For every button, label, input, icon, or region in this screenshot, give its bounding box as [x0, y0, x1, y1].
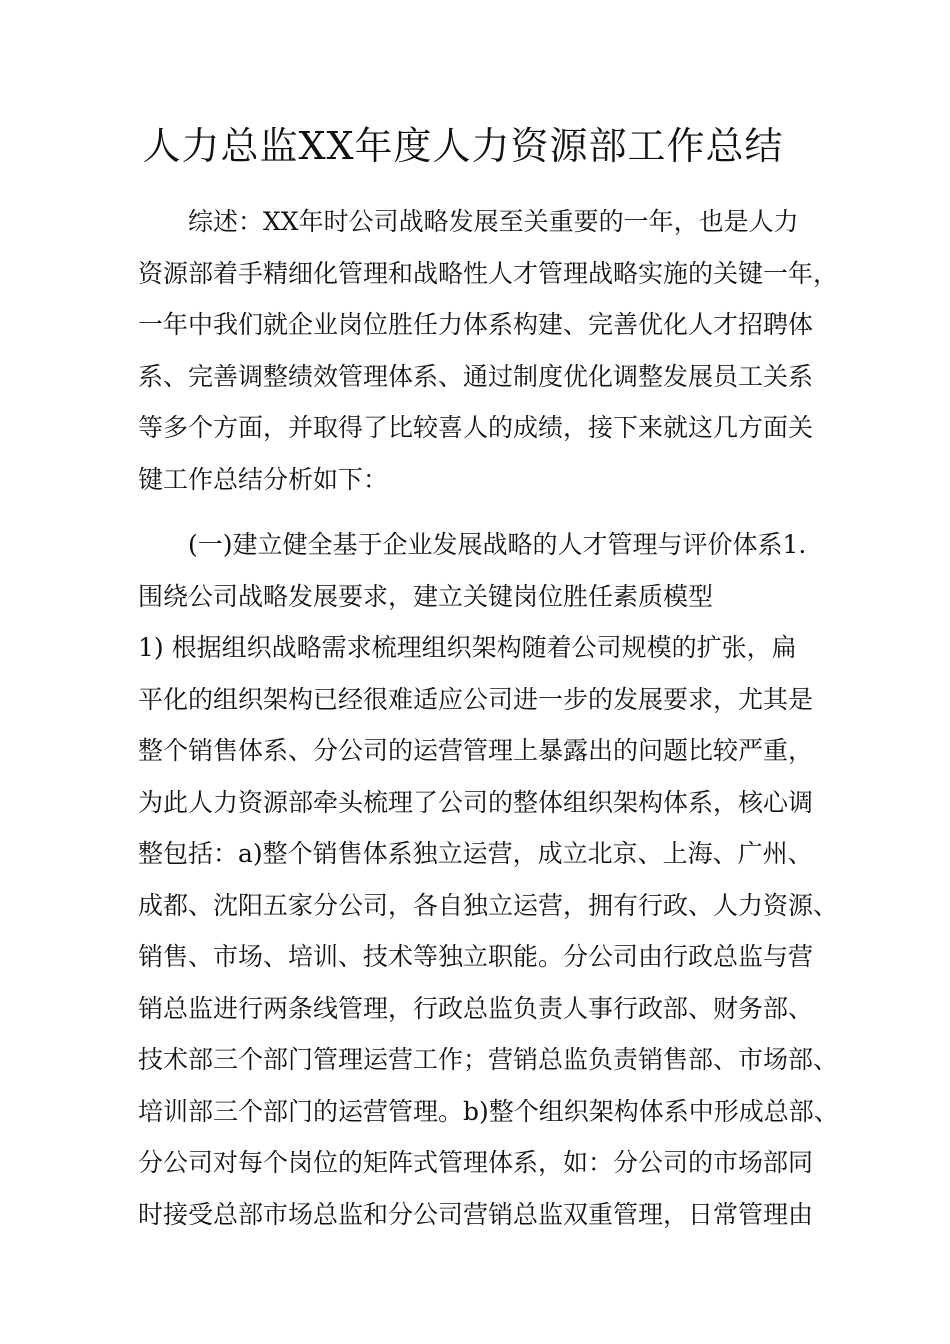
paragraph-line: 销售、市场、培训、技术等独立职能。分公司由行政总监与营 — [138, 942, 814, 971]
paragraph-line: 资源部着手精细化管理和战略性人才管理战略实施的关键一年， — [138, 258, 839, 288]
paragraph-line: 1) 根据组织战略需求梳理组织架构随着公司规模的扩张，扁 — [138, 633, 797, 662]
paragraph-line: 一年中我们就企业岗位胜任力体系构建、完善优化人才招聘体 — [138, 310, 814, 339]
document-body — [138, 196, 838, 1240]
paragraph-line: 销总监进行两条线管理，行政总监负责人事行政部、财务部、 — [138, 993, 814, 1023]
paragraph-line: 键工作总结分析如下： — [138, 464, 389, 494]
paragraph-gap — [138, 505, 838, 519]
paragraph-line: 平化的组织架构已经很难适应公司进一步的发展要求，尤其是 — [138, 684, 814, 714]
paragraph-line: 综述：XX年时公司战略发展至关重要的一年，也是人力 — [188, 207, 799, 236]
paragraph-line: 整个销售体系、分公司的运营管理上暴露出的问题比较严重， — [138, 736, 814, 765]
section-heading-line: (一)建立健全基于企业发展战略的人才管理与评价体系1. — [188, 530, 807, 559]
paragraph-line: 系、完善调整绩效管理体系、通过制度优化调整发展员工关系 — [138, 361, 814, 391]
paragraph-line: 技术部三个部门管理运营工作；营销总监负责销售部、市场部、 — [138, 1045, 839, 1074]
paragraph-line: 等多个方面，并取得了比较喜人的成绩，接下来就这几方面关 — [138, 413, 814, 442]
paragraph-line: 培训部三个部门的运营管理。b)整个组织架构体系中形成总部、 — [138, 1096, 839, 1126]
paragraph-line: 时接受总部市场总监和分公司营销总监双重管理，日常管理由 — [138, 1199, 814, 1229]
subsection-heading-line: 围绕公司战略发展要求，建立关键岗位胜任素质模型 — [138, 581, 714, 611]
paragraph-line: 成都、沈阳五家分公司，各自独立运营，拥有行政、人力资源、 — [138, 890, 839, 920]
paragraph-line: 整包括：a)整个销售体系独立运营，成立北京、上海、广州、 — [138, 839, 813, 868]
paragraph-line: 分公司对每个岗位的矩阵式管理体系，如：分公司的市场部同 — [138, 1148, 814, 1177]
document-title: 人力总监XX年度人力资源部工作总结 — [142, 124, 784, 168]
paragraph-line: 为此人力资源部牵头梳理了公司的整体组织架构体系，核心调 — [138, 787, 814, 817]
